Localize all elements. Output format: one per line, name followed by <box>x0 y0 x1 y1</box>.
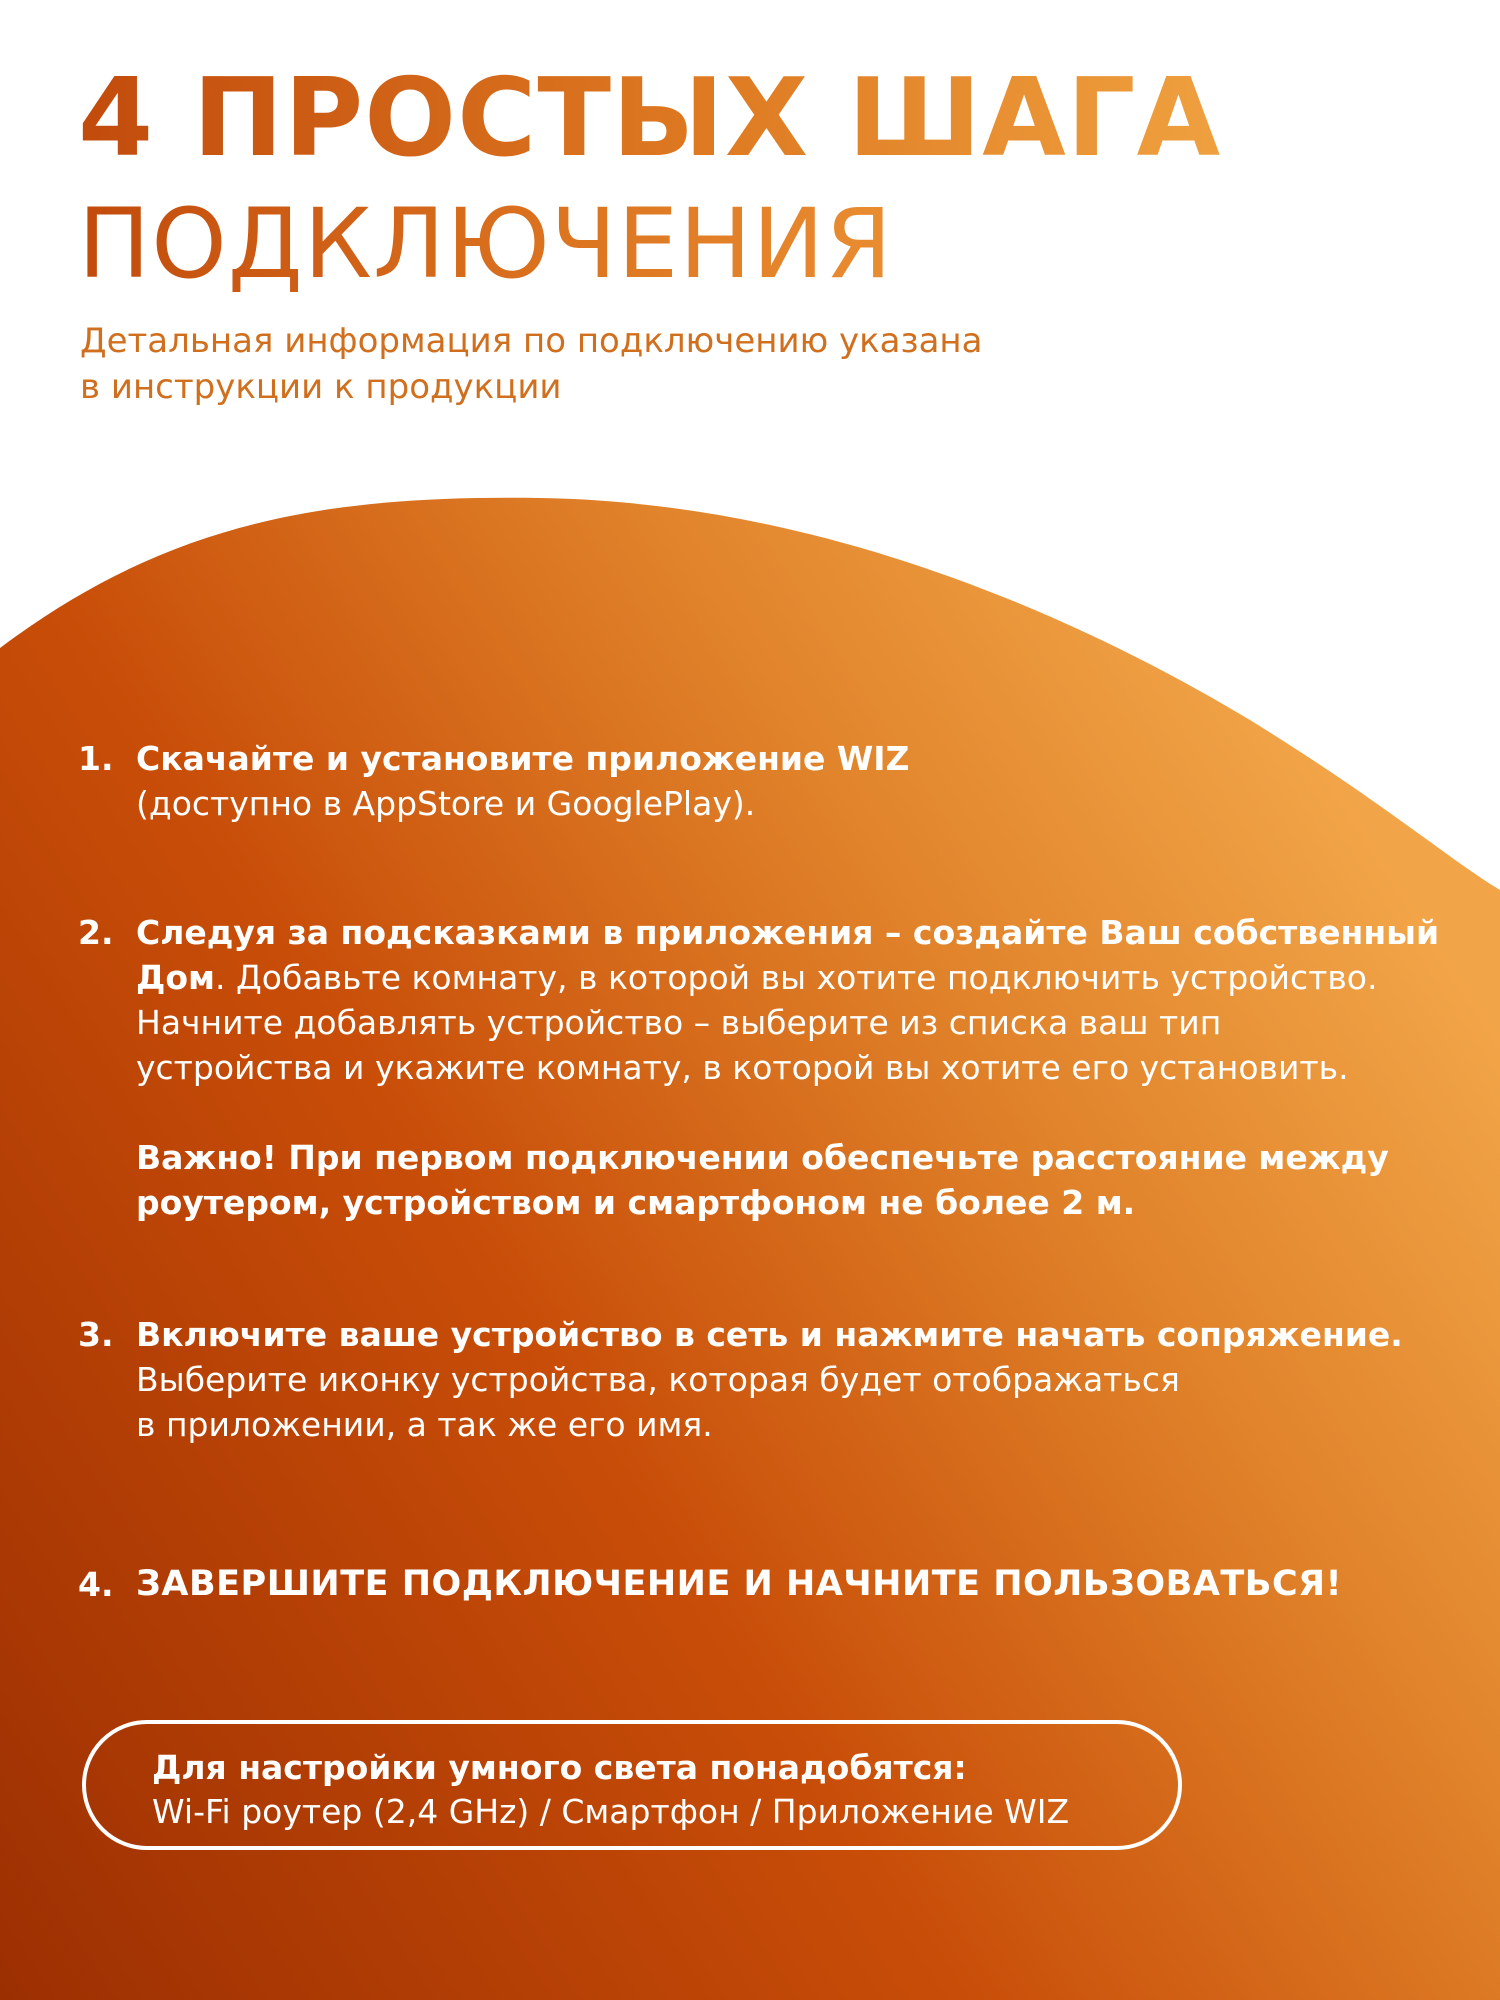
title-line-2: ПОДКЛЮЧЕНИЯ <box>78 188 893 300</box>
requirements-title: Для настройки умного света понадобятся: <box>152 1748 967 1787</box>
step-3-line-2: Выберите иконку устройства, которая будет отображаться <box>136 1360 1180 1399</box>
step-2-line-2 <box>136 955 1456 1000</box>
step-2-line-3: Начните добавлять устройство – выберите из списка ваш тип <box>136 1003 1222 1042</box>
step-number: 4. <box>78 1565 114 1604</box>
step-1-title: Скачайте и установите приложение WIZ <box>136 739 910 778</box>
step-2-line-2-rest: . Добавьте комнату, в которой вы хотите подключить устройство. <box>215 958 1378 997</box>
step-4-text: ЗАВЕРШИТЕ ПОДКЛЮЧЕНИЕ И НАЧНИТЕ ПОЛЬЗОВАТЬСЯ! <box>136 1564 1343 1604</box>
step-number: 2. <box>78 913 114 952</box>
step-body <box>136 1562 1456 1607</box>
step-number: 3. <box>78 1315 114 1354</box>
step-2-title: Следуя за подсказками в приложения – создайте Ваш собственный <box>136 913 1440 952</box>
subtitle-line-1: Детальная информация по подключению указана <box>80 321 983 361</box>
step-body <box>136 736 1456 826</box>
step-1-text: (доступно в AppStore и GooglePlay). <box>136 784 756 823</box>
note-line-1: Важно! При первом подключении обеспечьте расстояние между <box>136 1138 1389 1177</box>
note-line-2: роутером, устройством и смартфоном не более 2 м. <box>136 1183 1136 1222</box>
step-2-important-note <box>136 1135 1456 1225</box>
step-3-line-3: в приложении, а так же его имя. <box>136 1405 713 1444</box>
subtitle <box>80 318 1080 410</box>
step-2-bold-word: Дом <box>136 958 216 997</box>
requirements-box <box>82 1720 1182 1850</box>
title-line-1: 4 ПРОСТЫХ ШАГА <box>78 56 1222 181</box>
step-number: 1. <box>78 739 114 778</box>
step-body <box>136 1312 1456 1447</box>
requirements-items: Wi-Fi роутер (2,4 GHz) / Смартфон / Приложение WIZ <box>152 1792 1070 1831</box>
step-3-title: Включите ваше устройство в сеть и нажмите начать сопряжение. <box>136 1315 1403 1354</box>
step-body <box>136 910 1456 1225</box>
step-2-line-4: устройства и укажите комнату, в которой вы хотите его установить. <box>136 1048 1349 1087</box>
subtitle-line-2: в инструкции к продукции <box>80 367 562 407</box>
